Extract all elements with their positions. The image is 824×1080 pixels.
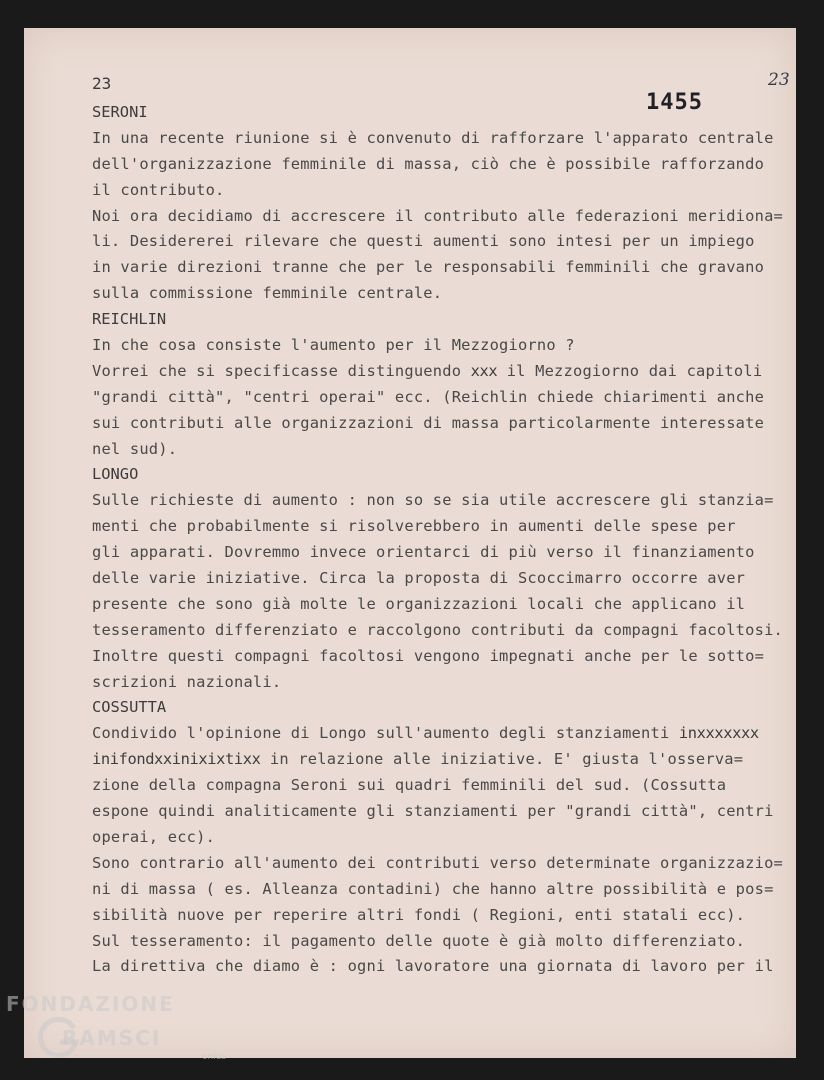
text-line [92, 721, 792, 747]
text-line: zione della compagna Seroni sui quadri femminili del sud. (Cossutta [92, 776, 727, 795]
text-line: in varie direzioni tranne che per le responsabili femminili che gravano [92, 258, 765, 277]
text-segment: il Mezzogiorno dai capitoli [497, 361, 763, 380]
text-line: scrizioni nazionali. [92, 672, 282, 691]
text-line: sibilità nuove per reperire altri fondi ( Regioni, enti statali ecc). [92, 905, 746, 924]
text-line: dell'organizzazione femminile di massa, ciò che è possibile rafforzando [92, 154, 765, 173]
fondazione-gramsci-watermark [6, 990, 266, 1075]
text-line [92, 359, 792, 385]
watermark-line2: RAMSCI [62, 1026, 162, 1050]
text-line: Sul tesseramento: il pagamento delle quote è già molto differenziato. [92, 931, 746, 950]
text-line: In che cosa consiste l'aumento per il Mezzogiorno ? [92, 336, 575, 355]
struck-out-text: inifondxxinixixtixx [92, 750, 261, 769]
corner-page-number: 23 [768, 70, 790, 90]
text-line: La direttiva che diamo è : ogni lavoratore una giornata di lavoro per il [92, 957, 774, 976]
speaker-name: SERONI [92, 103, 148, 121]
speaker-name: REICHLIN [92, 310, 167, 329]
text-segment: Vorrei che si specificasse distinguendo [92, 361, 471, 380]
text-line: menti che probabilmente si risolverebbero in aumenti delle spese per [92, 517, 736, 536]
text-segment: Condivido l'opinione di Longo sull'aumento degli stanziamenti [92, 724, 679, 743]
archive-stamp-number: 1455 [646, 90, 703, 115]
text-line: ni di massa ( es. Alleanza contadini) che hanno altre possibilità e pos= [92, 879, 774, 898]
text-line: Inoltre questi compagni facoltosi vengono impegnati anche per le sotto= [92, 646, 765, 665]
struck-out-text: xxx [470, 361, 498, 380]
speaker-name: COSSUTTA [92, 698, 167, 717]
text-line: Sono contrario all'aumento dei contributi verso determinate organizzazio= [92, 853, 784, 872]
text-segment: in relazione alle iniziative. E' giusta l'osserva= [260, 750, 744, 769]
watermark-small: onlus [202, 1052, 227, 1062]
text-line: nel sud). [92, 439, 178, 458]
text-line: espone quindi analiticamente gli stanziamenti per "grandi città", centri [92, 802, 774, 821]
struck-out-text: inxxxxxxx [678, 724, 759, 743]
speaker-name: LONGO [92, 465, 139, 484]
text-line: Noi ora decidiamo di accrescere il contributo alle federazioni meridiona= [92, 206, 784, 225]
document-body [92, 100, 792, 980]
text-line: In una recente riunione si è convenuto di rafforzare l'apparato centrale [92, 128, 774, 147]
page-number: 23 [92, 74, 112, 93]
text-line: il contributo. [92, 180, 225, 199]
text-line: tesseramento differenziato e raccolgono contributi da compagni facoltosi. [92, 620, 784, 639]
text-line: presente che sono già molte le organizzazioni locali che applicano il [92, 594, 746, 613]
text-line: Sulle richieste di aumento : non so se sia utile accrescere gli stanzia= [92, 491, 774, 510]
text-line: sui contributi alle organizzazioni di massa particolarmente interessate [92, 413, 765, 432]
text-line: gli apparati. Dovremmo invece orientarci di più verso il finanziamento [92, 543, 755, 562]
text-line: delle varie iniziative. Circa la proposta di Scoccimarro occorre aver [92, 569, 746, 588]
text-line [92, 747, 792, 773]
watermark-line1: FONDAZIONE [6, 992, 175, 1016]
text-line: sulla commissione femminile centrale. [92, 284, 443, 303]
text-line: li. Desidererei rilevare che questi aumenti sono intesi per un impiego [92, 232, 755, 251]
text-line: "grandi città", "centri operai" ecc. (Reichlin chiede chiarimenti anche [92, 387, 765, 406]
text-line: operai, ecc). [92, 827, 216, 846]
